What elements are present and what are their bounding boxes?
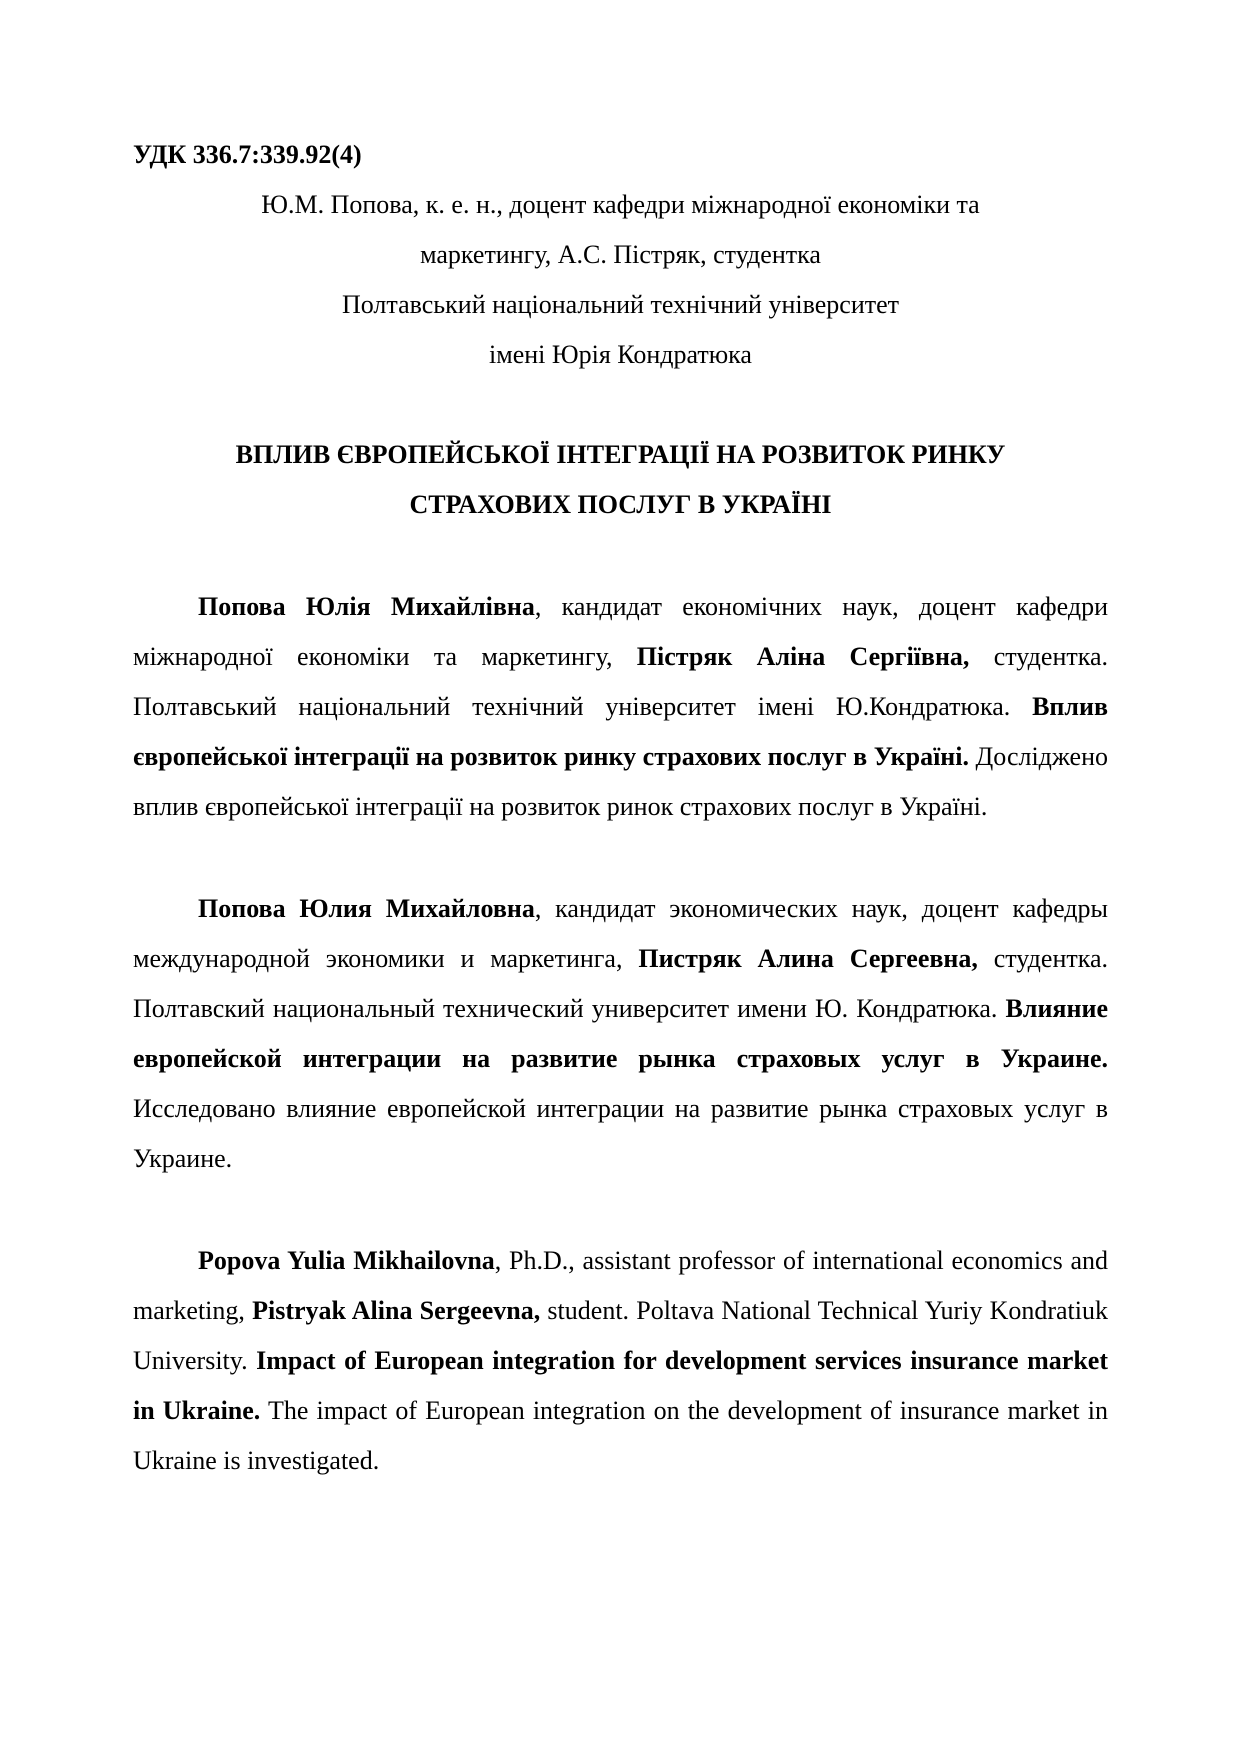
article-title-line-1: ВПЛИВ ЄВРОПЕЙСЬКОЇ ІНТЕГРАЦІЇ НА РОЗВИТОК РИНКУ xyxy=(235,440,1006,469)
abstract-ukrainian xyxy=(133,582,1108,832)
byline-line-2: маркетингу, А.С. Пістряк, студентка xyxy=(420,240,821,269)
byline-line-4: імені Юрія Кондратюка xyxy=(489,340,752,369)
abstract-bold-run: Пистряк Алина Сергеевна, xyxy=(638,944,978,973)
abstract-bold-run: Popova Yulia Mikhailovna xyxy=(198,1246,495,1275)
abstract-bold-run: Попова Юлія Михайлівна xyxy=(198,592,535,621)
abstract-bold-run: Impact of European integration for development services insurance market in Ukraine. xyxy=(133,1346,1109,1425)
abstract-text-run: студентка. Полтавский национальный технический университет имени Ю. Кондратюка. xyxy=(133,944,1108,1023)
abstract-bold-run: Вплив європейської інтеграції на розвиток ринку страхових послуг в Україні. xyxy=(133,692,1108,771)
abstract-bold-run: Влияние европейской интеграции на развитие рынка страховых услуг в Украине. xyxy=(133,994,1108,1073)
article-title xyxy=(133,430,1108,530)
abstract-russian xyxy=(133,884,1108,1184)
abstract-bold-run: Pistryak Alina Sergeevna, xyxy=(252,1296,541,1325)
abstract-bold-run: Пістряк Аліна Сергіївна, xyxy=(636,642,970,671)
byline-line-1: Ю.М. Попова, к. е. н., доцент кафедри міжнародної економіки та xyxy=(261,190,980,219)
abstract-bold-run: Попова Юлия Михайловна xyxy=(198,894,535,923)
byline-line-3: Полтавський національний технічний університет xyxy=(342,290,899,319)
abstract-text-run: студентка. Полтавський національний технічний університет імені Ю.Кондратюка. xyxy=(133,642,1108,721)
abstract-english xyxy=(133,1236,1108,1486)
abstract-text-run: Исследовано влияние европейской интеграции на развитие рынка страховых услуг в Украине. xyxy=(133,1094,1108,1173)
abstract-text-run: , кандидат экономических наук, доцент кафедры международной экономики и маркетинга, xyxy=(133,894,1108,973)
byline xyxy=(133,180,1108,380)
abstract-text-run: , Ph.D., assistant professor of international economics and marketing, xyxy=(133,1246,1109,1325)
udc-code: УДК 336.7:339.92(4) xyxy=(133,140,362,169)
abstract-text-run: student. Poltava National Technical Yuriy Kondratiuk University. xyxy=(133,1296,1108,1375)
abstract-text-run: Досліджено вплив європейської інтеграції на розвиток ринок страхових послуг в Україні. xyxy=(133,742,1108,821)
article-title-line-2: СТРАХОВИХ ПОСЛУГ В УКРАЇНІ xyxy=(409,490,832,519)
abstract-text-run: , кандидат економічних наук, доцент кафедри міжнародної економіки та маркетингу, xyxy=(133,592,1108,671)
abstract-text-run: The impact of European integration on the development of insurance market in Ukraine is investigated. xyxy=(133,1396,1108,1475)
